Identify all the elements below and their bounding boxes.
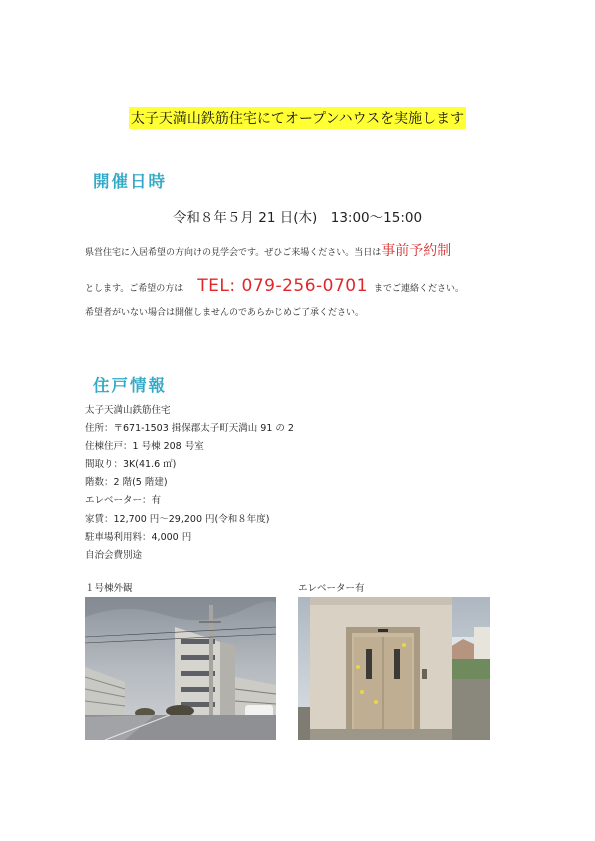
photo-caption-elevator: エレベーター有 <box>298 583 365 594</box>
description-line-3: 希望者がいない場合は開催しませんのであらかじめご了承ください。 <box>85 308 365 318</box>
description-text: とします。ご希望の方は <box>85 284 184 294</box>
description-line-1 <box>85 240 451 260</box>
description-line-2 <box>85 276 464 296</box>
reservation-required-text: 事前予約制 <box>381 243 452 259</box>
page-title: 太子天満山鉄筋住宅にてオープンハウスを実施します <box>129 107 466 129</box>
description-text: までご連絡ください。 <box>373 284 464 294</box>
event-datetime: 令和８年５月 21 日(木) 13:00～15:00 <box>172 210 423 226</box>
section-heading-unit-info: 住戸情報 <box>93 376 167 395</box>
info-item: 駐車場利用料：4,000 円 <box>85 531 192 543</box>
photo-caption-exterior: １号棟外観 <box>85 583 133 594</box>
elevator-photo <box>298 597 490 740</box>
info-item: 住棟住戸：1 号棟 208 号室 <box>85 441 204 453</box>
description-text: 県営住宅に入居希望の方向けの見学会です。ぜひご来場ください。当日は <box>85 248 382 258</box>
unit-info-list <box>85 402 294 565</box>
title-wrapper <box>0 107 595 129</box>
info-item: 住所：〒671-1503 揖保郡太子町天満山 91 の 2 <box>85 423 294 435</box>
info-item: 家賃：12,700 円～29,200 円(令和８年度) <box>85 513 270 525</box>
phone-number[interactable]: TEL: 079-256-0701 <box>197 276 368 296</box>
info-item: 太子天満山鉄筋住宅 <box>85 405 171 416</box>
info-item: 自治会費別途 <box>85 549 143 561</box>
info-item: 間取り：3K(41.6 ㎡) <box>85 459 177 471</box>
info-item: エレベーター：有 <box>85 495 162 507</box>
info-item: 階数：2 階(5 階建) <box>85 477 168 489</box>
building-exterior-photo <box>85 597 276 740</box>
section-heading-schedule: 開催日時 <box>93 172 167 191</box>
